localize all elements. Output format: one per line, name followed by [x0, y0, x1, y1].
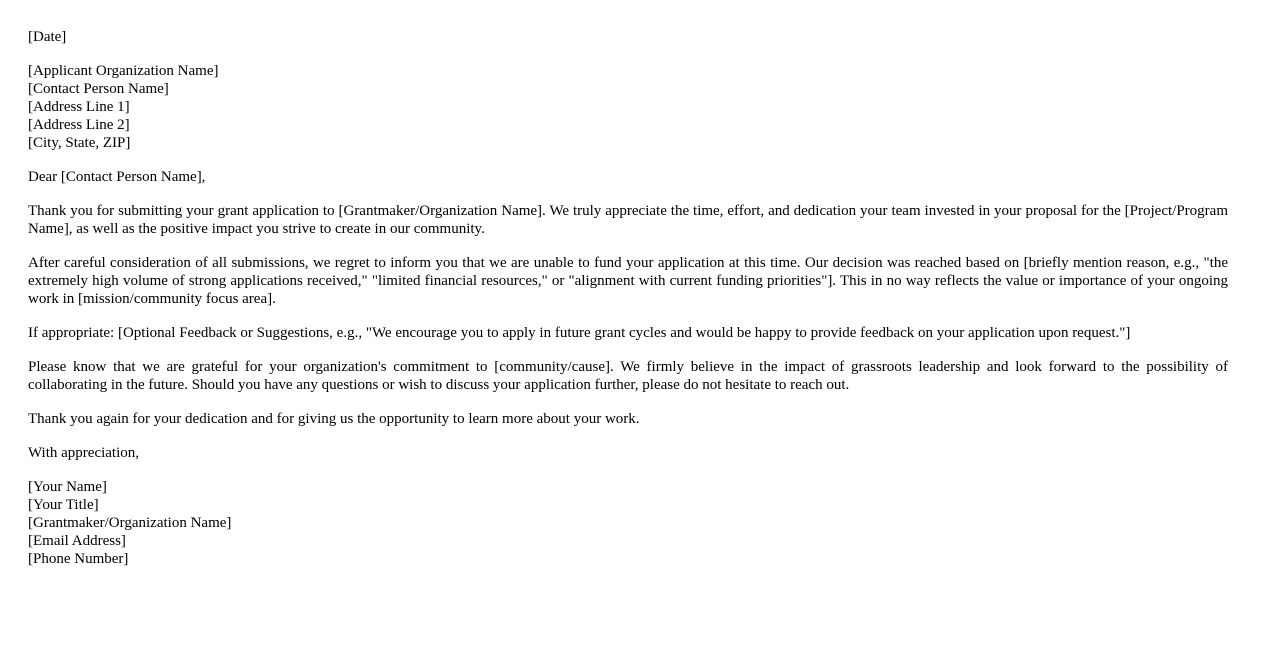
paragraph-thank-you: Thank you for submitting your grant application to [Grantmaker/Organization Name]. We truly appreciate the time, effort, and dedication your team invested in your proposal for the [Project/Program Name], as well as the positive impact you strive to create in our community. — [28, 203, 1228, 237]
recipient-organization: [Applicant Organization Name] — [28, 63, 219, 79]
signature-block — [28, 478, 1228, 568]
paragraph-gratitude: Please know that we are grateful for your organization's commitment to [community/cause]. We firmly believe in the impact of grassroots leadership and look forward to the possibility of collaborating in the future. Should you have any questions or wish to discuss your application further, please do not hesitate to reach out. — [28, 359, 1228, 393]
date-text: [Date] — [28, 29, 67, 45]
recipient-address-line-1: [Address Line 1] — [28, 99, 130, 115]
paragraph-feedback: If appropriate: [Optional Feedback or Suggestions, e.g., "We encourage you to apply in future grant cycles and would be happy to provide feedback on your application upon request."] — [28, 325, 1131, 341]
signature-phone: [Phone Number] — [28, 551, 129, 567]
signature-name: [Your Name] — [28, 479, 107, 495]
signature-email: [Email Address] — [28, 533, 126, 549]
recipient-contact-person: [Contact Person Name] — [28, 81, 169, 97]
recipient-address — [28, 62, 1228, 152]
letter-date — [28, 28, 1228, 46]
recipient-address-line-2: [Address Line 2] — [28, 117, 130, 133]
paragraph-thanks-again: Thank you again for your dedication and for giving us the opportunity to learn more about your work. — [28, 411, 640, 427]
closing: With appreciation, — [28, 445, 140, 461]
letter-body — [28, 28, 1228, 584]
signature-title: [Your Title] — [28, 497, 99, 513]
salutation: Dear [Contact Person Name], — [28, 169, 206, 185]
paragraph-decision: After careful consideration of all submissions, we regret to inform you that we are unable to fund your application at this time. Our decision was reached based on [briefly mention reason, e.g., "the extremely high volume of strong applications received," "limited financial resources," or "alignment with current funding priorities"]. This in no way reflects the value or importance of your ongoing work in [mission/community focus area]. — [28, 255, 1228, 307]
signature-organization: [Grantmaker/Organization Name] — [28, 515, 232, 531]
recipient-city-state-zip: [City, State, ZIP] — [28, 135, 131, 151]
